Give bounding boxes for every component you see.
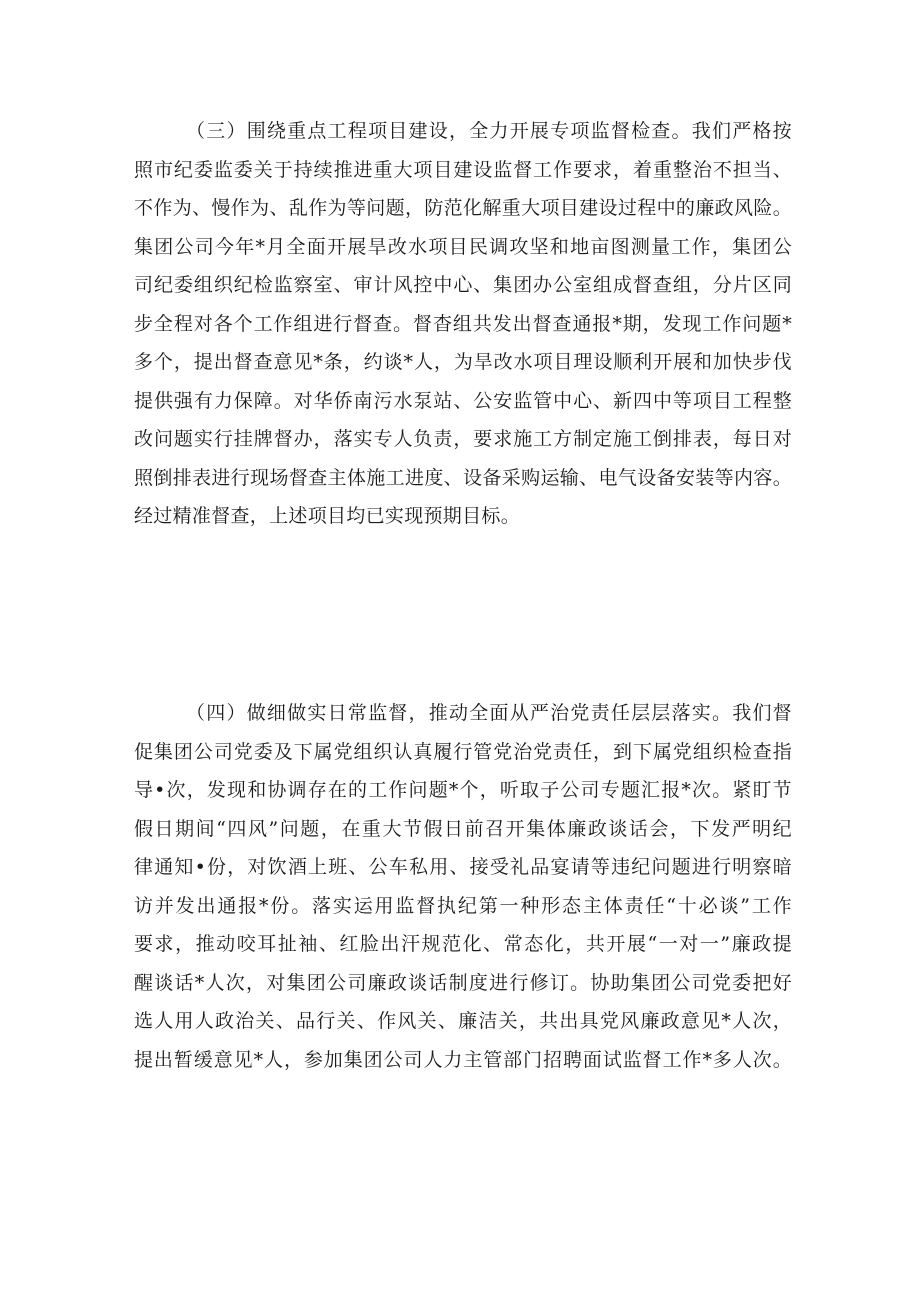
- text-line: 提供强有力保障。对华侨南污水泵站、公安监管中心、新四中等项目工程整: [134, 389, 792, 412]
- text-line: 醒谈话*人次，对集团公司廉政谈话制度进行修订。协助集团公司党委把好: [134, 971, 792, 994]
- text-line: 促集团公司党委及下属党组织认真履行管党治党责任，到下属党组织检查指: [134, 740, 792, 763]
- text-line: 要求，推动咬耳扯袖、红脸出汗规范化、常态化，共开展“一对一”廉政提: [134, 933, 792, 955]
- text-line: 改问题实行挂牌督办，落实专人负责，要求施工方制定施工倒排表，每日对: [134, 428, 792, 450]
- text-line: 律通知•份，对饮酒上班、公车私用、接受礼品宴请等违纪问题进行明察暗: [134, 856, 792, 878]
- text-line: 步全程对各个工作组进行督查。督杳组共发出督查通报*期，发现工作问题*: [134, 312, 792, 335]
- text-line: 提出暂缓意见*人，参加集团公司人力主管部门招聘面试监督工作*多人次。: [134, 1048, 792, 1071]
- text-line: 集团公司今年*月全面开展旱改水项目民调攻坚和地亩图测量工作，集团公: [134, 235, 792, 258]
- text-line: 假日期间“四风”问题，在重大节假日前召开集体廉政谈话会，下发严明纪: [134, 817, 792, 840]
- text-line: 导•次，发现和协调存在的工作问题*个，听取子公司专题汇报*次。紧盯节: [134, 779, 792, 801]
- paragraph-section-4: [134, 694, 792, 1079]
- text-line: 访并发出通报*份。落实运用监督执纪第一种形态主体责任“十必谈”工作: [134, 894, 792, 917]
- text-line: 经过精准督查，上述项目均已实现预期目标。: [134, 505, 521, 527]
- text-line: 多个，提出督查意见*条，约谈*人，为旱改水项目理设顺利开展和加快步伐: [134, 351, 792, 373]
- text-line: 司纪委组织纪检监察室、审计风控中心、集团办公室组成督查组，分片区同: [134, 274, 792, 296]
- paragraph-section-3: [134, 112, 792, 536]
- text-line: （三）围绕重点工程项目建设，全力开展专项监督检查。我们严格按: [186, 120, 792, 142]
- text-line: 选人用人政治关、品行关、作风关、廉洁关，共出具党风廉政意见*人次，: [134, 1010, 792, 1032]
- text-line: 不作为、慢作为、乱作为等问题，防范化解重大项目建设过程中的廉政风险。: [134, 197, 792, 219]
- text-line: 照市纪委监委关于持续推进重大项目建设监督工作要求，着重整治不担当、: [134, 158, 792, 181]
- text-line: （四）做细做实日常监督，推动全面从严治党责任层层落实。我们督: [186, 702, 792, 724]
- text-line: 照倒排表进行现场督查主体施工进度、设备采购运输、电气设备安装等内容。: [134, 466, 792, 489]
